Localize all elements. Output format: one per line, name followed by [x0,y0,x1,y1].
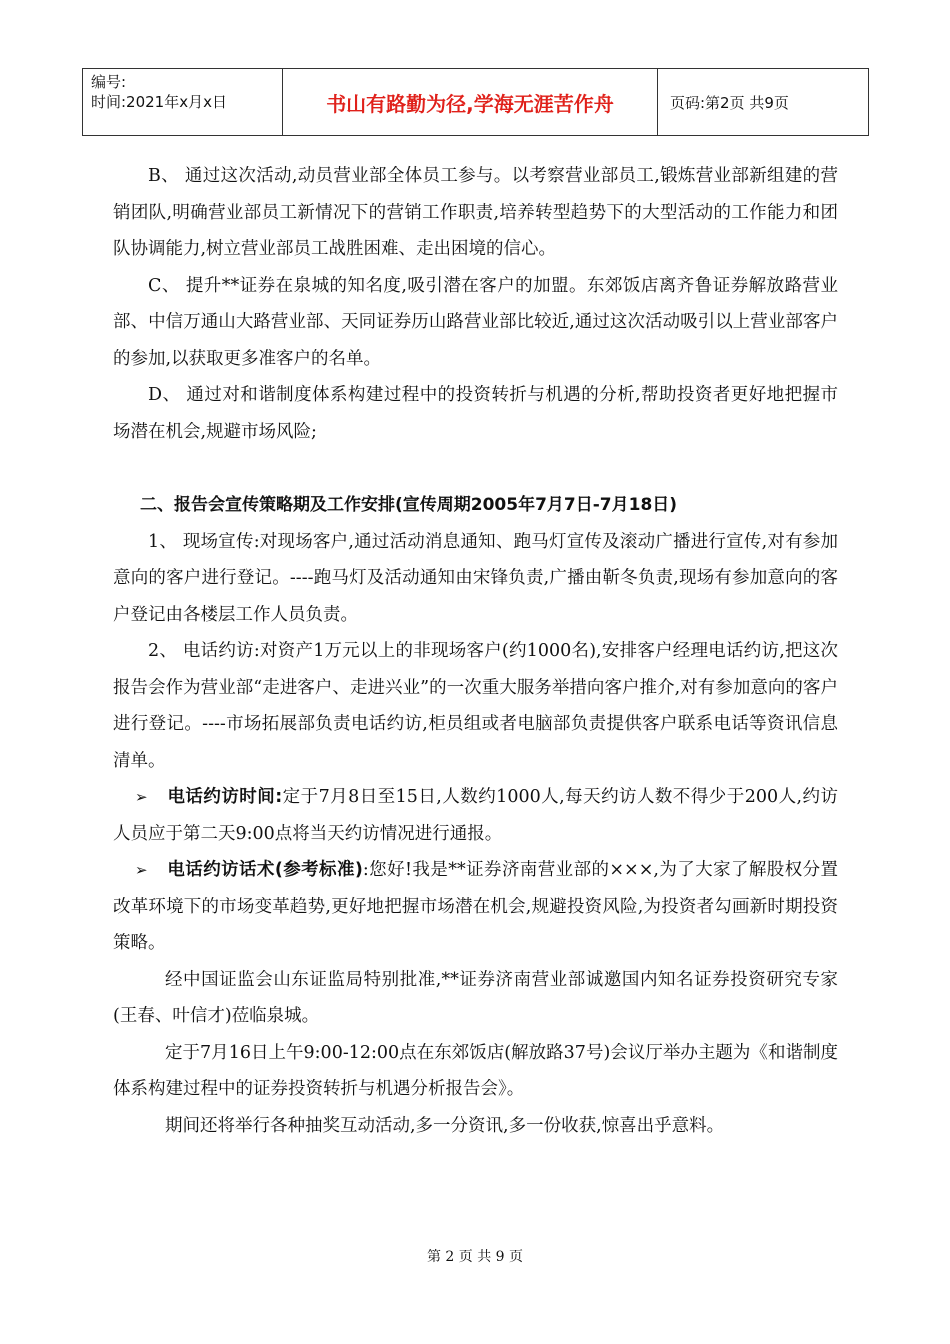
header-page-number: 页码:第2页 共9页 [670,93,789,112]
header-motto-cell [283,69,658,135]
page-header [82,68,869,136]
page-footer: 第 2 页 共 9 页 [426,1249,524,1265]
section-2-heading: 二、报告会宣传策略期及工作安排(宣传周期2005年7月7日-7月18日) [140,495,678,515]
section-spacer [113,450,838,487]
header-motto: 书山有路勤为径,学海无涯苦作舟 [326,91,614,116]
header-meta [83,69,283,135]
script-paragraph-1: 经中国证监会山东证监局特别批准,**证券济南营业部诚邀国内知名证券投资研究专家(王春、叶信才)莅临泉城。 [113,969,838,1026]
arrow-bullet-icon: ➢ [135,861,148,879]
document-number-label: 编号: [91,73,127,91]
document-body [113,158,838,1144]
bullet-2-label: 电话约访话术(参考标准) [167,860,363,880]
bullet-1-text: 定于7月8日至15日,人数约1000人,每天约访人数不得少于200人,约访人员应于第二天9:00点将当天约访情况进行通报。 [113,787,839,844]
bullet-phone-script [113,852,838,962]
paragraph-b: B、 通过这次活动,动员营业部全体员工参与。以考察营业部员工,锻炼营业部新组建的营销团队,明确营业部员工新情况下的营销工作职责,培养转型趋势下的大型活动的工作能力和团队协调能力,树立营业部员工战胜困难、走出困境的信心。 [113,166,838,259]
paragraph-c: C、 提升**证券在泉城的知名度,吸引潜在客户的加盟。东郊饭店离齐鲁证券解放路营业部、中信万通山大路营业部、天同证券历山路营业部比较近,通过这次活动吸引以上营业部客户的参加,以获取更多准客户的名单。 [113,275,838,369]
bullet-phone-visit-time [113,779,838,852]
document-date-label: 时间:2021年x月x日 [91,93,227,111]
paragraph-d: D、 通过对和谐制度体系构建过程中的投资转折与机遇的分析,帮助投资者更好地把握市场潜在机会,规避市场风险; [113,385,838,442]
item-1-onsite-promotion: 1、 现场宣传:对现场客户,通过活动消息通知、跑马灯宣传及滚动广播进行宣传,对有参加意向的客户进行登记。----跑马灯及活动通知由宋锋负责,广播由靳冬负责,现场有参加意向的客户登记由各楼层工作人员负责。 [113,531,838,625]
item-2-phone-visit: 2、 电话约访:对资产1万元以上的非现场客户(约1000名),安排客户经理电话约访,把这次报告会作为营业部“走进客户、走进兴业”的一次重大服务举措向客户推介,对有参加意向的客户进行登记。----市场拓展部负责电话约访,柜员组或者电脑部负责提供客户联系电话等资讯信息清单。 [113,641,838,771]
arrow-bullet-icon: ➢ [135,788,148,806]
script-paragraph-3: 期间还将举行各种抽奖互动活动,多一分资讯,多一份收获,惊喜出乎意料。 [165,1115,725,1136]
script-paragraph-2: 定于7月16日上午9:00-12:00点在东郊饭店(解放路37号)会议厅举办主题为《和谐制度体系构建过程中的证券投资转折与机遇分析报告会》。 [113,1042,838,1099]
bullet-2-text: :您好!我是**证券济南营业部的×××,为了大家了解股权分置改革环境下的市场变革趋势,更好地把握市场潜在机会,规避投资风险,为投资者勾画新时期投资策略。 [113,860,838,953]
bullet-1-label: 电话约访时间: [167,787,283,807]
